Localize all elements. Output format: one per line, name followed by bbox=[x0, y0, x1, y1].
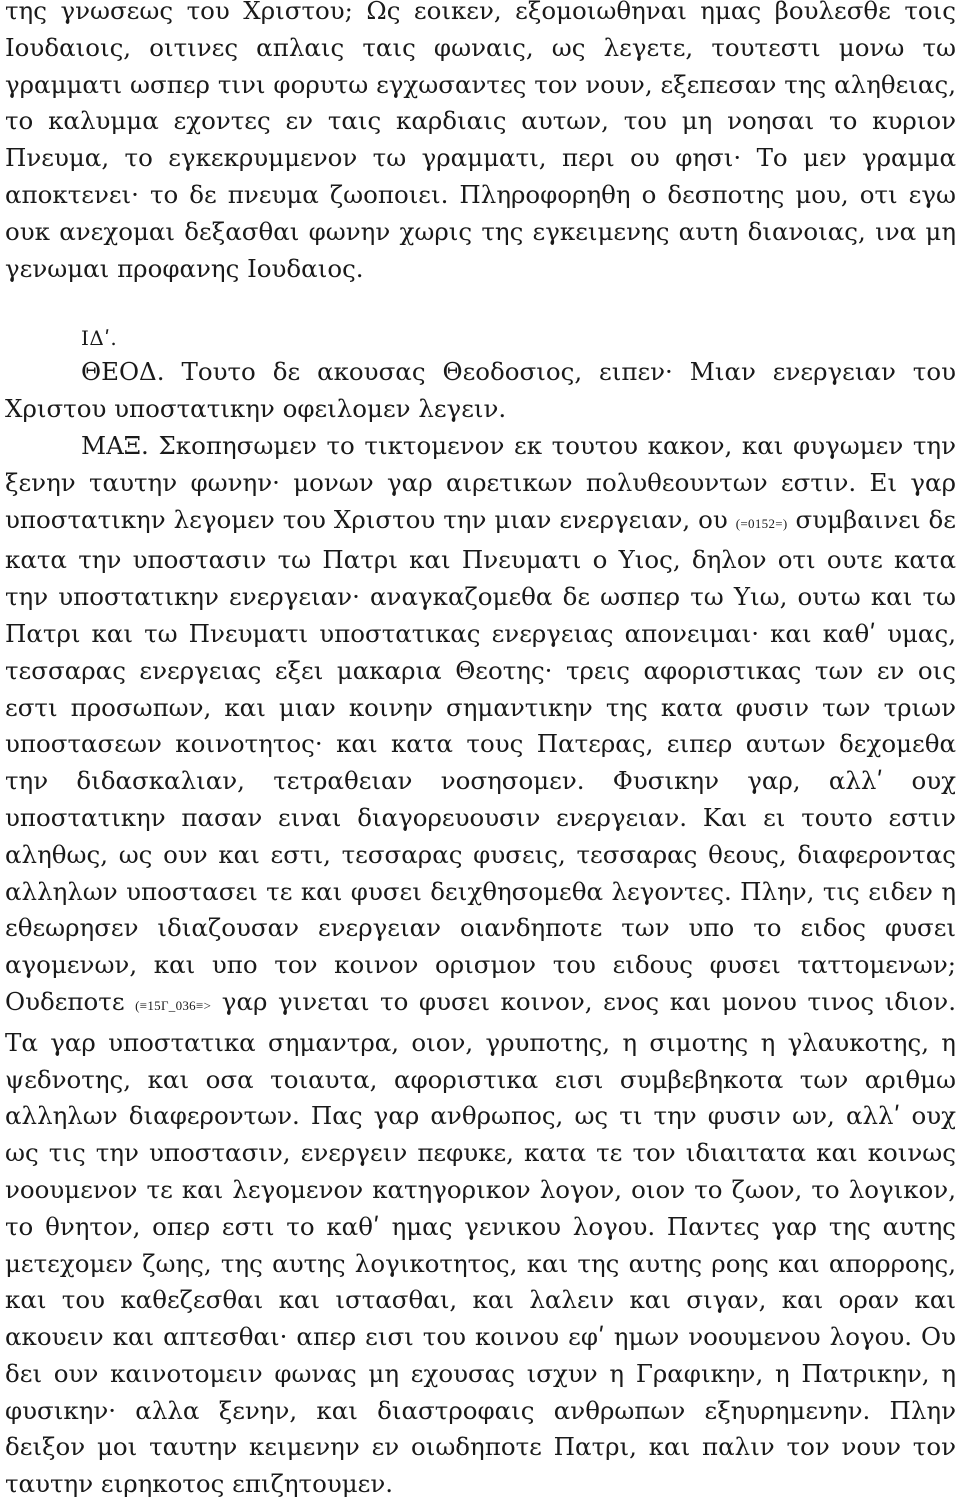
chapter-number: ΙΔʹ. bbox=[81, 326, 118, 351]
speech-maximus-text-c: γαρ γινεται το φυσει κοινον, ενος και μονου τινος ιδιον. Τα γαρ υποστατικα σημαντρα, οιον, γρυποτης, η σιμοτης η γλαυκοτης, η ψεδνοτης, και οσα τοιαυτα, αφοριστικα εισι συμβεβηκοτα των αριθμω αλληλων διαφεροντων. Πας γαρ ανθρωπος, ως τι την φυσιν ων, αλλʹ ουχ ως τις την υποστασιν, ενεργειν πεφυκε, κατα τε τον ιδιαιτατα και κοινως νοουμενον τε και λεγομενον κατηγορικον λογον, οιον το ζωον, το λογικον, το θνητον, οπερ εστι το καθʹ ημας γενικου λογου. Παντες γαρ της αυτης μετεχομεν ζωης, της αυτης λογικοτητος, και της αυτης ροης και απορροης, και του καθεζεσθαι και ιστασθαι, και λαλειν και σιγαν, και οραν και ακουειν και απτεσθαι· απερ εισι του κοινου εφʹ ημων νοουμενου λογου. Ου δει ουν καινοτομειν φωνας μη εχουσας ισχυν η Γραφικην, η Πατρικην, η φυσικην· αλλα ξενην, και διαστροφαις ανθρωπων εξηυρημενην. Πλην δειξον μοι ταυτην κειμενην εν οιωδηποτε Πατρι, και παλιν τον νουν τον ταυτην ειρηκοτος επιζητουμεν. bbox=[5, 986, 956, 1499]
speaker-label-theod: ΘΕΟΔ. bbox=[81, 357, 165, 387]
speaker-label-max: ΜΑΞ. bbox=[81, 430, 149, 460]
speech-maximus-text-a: Σκοπησωμεν το τικτομενον εκ τουτου κακον, και φυγωμεν την ξενην ταυτην φωνην· μονων γαρ αιρετικων πολυθεουντων εστιν. Ει γαρ υποστατικην λεγομεν του Χριστου την μιαν ενεργειαν, ου bbox=[5, 430, 956, 534]
speech-theodosius bbox=[5, 354, 956, 428]
speech-maximus-text-b: συμβαινει δε κατα την υποστασιν τω Πατρι και Πνευματι ο Υιος, δηλον οτι ουτε κατα την υποστατικην ενεργειαν· αναγκαζομεθα δε ωσπερ τω Υιω, ουτω και τω Πατρι και τω Πνευματι υποστατικας ενεργειας απονειμαι· και καθʹ υμας, τεσσαρας ενεργειας εξει μακαρια Θεοτης· τρεις αφοριστικας των εν οις εστι προσωπων, και μιαν κοινην σημαντικην της κατα φυσιν των τριων υποστασεων κοινοτητος· και κατα τους Πατερας, ειπερ αυτων δεχομεθα την διδασκαλιαν, τετραθειαν νοσησομεν. Φυσικην γαρ, αλλʹ ουχ υποστατικην πασαν ειναι διαγορευουσιν ενεργειαν. Και ει τουτο εστιν αληθως, ως ουν και εστι, τεσσαρας φυσεις, τεσσαρας θεους, διαφεροντας αλληλων υποστασει τε και φυσει δειχθησομεθα λεγοντες. Πλην, τις ειδεν η εθεωρησεν ιδιαζουσαν ενεργειαν οιανδηποτε των υπο το ειδος φυσει αγομενων, και υπο τον κοινον ορισμον του ειδους φυσει ταττομενων; Ουδεποτε bbox=[5, 504, 956, 1016]
page-marker-2: (≡15Γ_036≡> bbox=[135, 997, 212, 1013]
speech-maximus bbox=[5, 428, 956, 1503]
opening-paragraph: της γνωσεως του Χριστου; Ως εοικεν, εξομοιωθηναι ημας βουλεσθε τοις Ιουδαιοις, οιτινες απλαις ταις φωναις, ως λεγετε, τουτεστι μονω τω γραμματι ωσπερ τινι φορυτω εγχωσαντες τον νουν, εξεπεσαν της αληθειας, το καλυμμα εχοντες εν ταις καρδιαις αυτων, του μη νοησαι το κυριον Πνευμα, το εγκεκρυμμενον τω γραμματι, περι ου φησι· Το μεν γραμμα αποκτενει· το δε πνευμα ζωοποιει. Πληροφορηθη ο δεσποτης μου, οτι εγω ουκ ανεχομαι δεξασθαι φωνην χωρις της εγκειμενης αυτη διανοιας, ινα μη γενωμαι προφανης Ιουδαιος. bbox=[5, 0, 956, 283]
text-body bbox=[5, 0, 956, 1503]
speech-theodosius-text: Τουτο δε ακουσας Θεοδοσιος, ειπεν· Μιαν ενεργειαν του Χριστου υποστατικην οφειλομεν λεγειν. bbox=[5, 357, 956, 424]
page-marker-1: (=0152=) bbox=[735, 515, 788, 531]
